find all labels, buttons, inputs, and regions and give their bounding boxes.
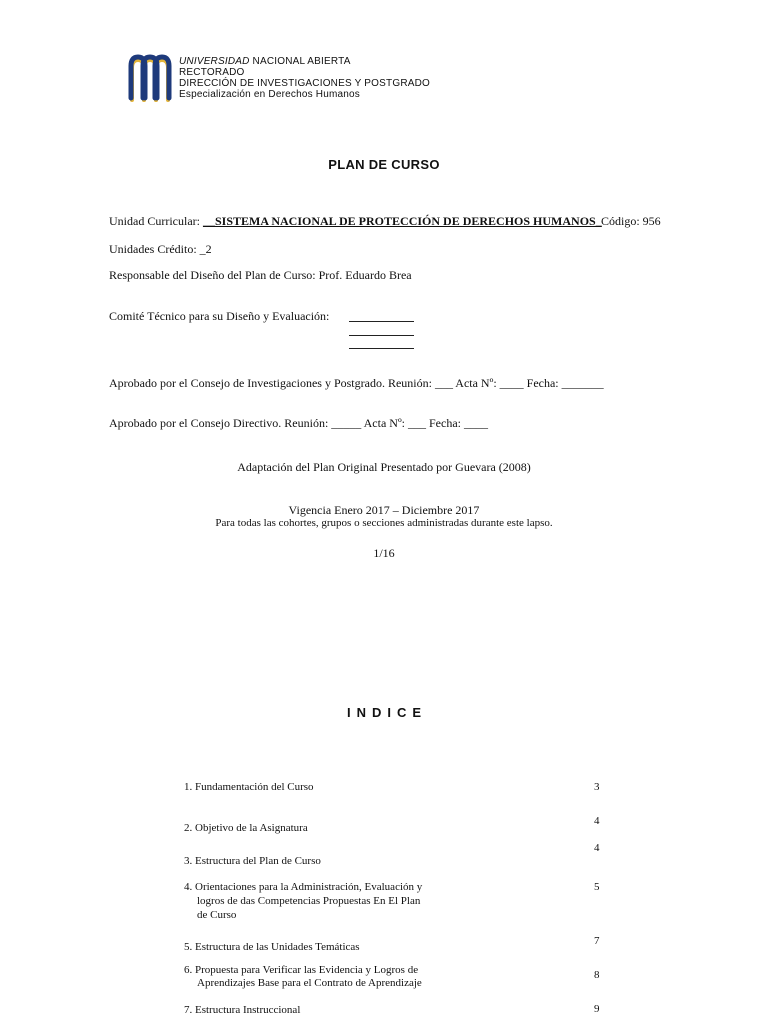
signature-line-3 [349,348,414,349]
aprobado-consejo-investigaciones: Aprobado por el Consejo de Investigaciones y Postgrado. Reunión: ___ Acta Nº: ____ Fecha: _______ [109,376,604,390]
header-direccion: DIRECCIÓN DE INVESTIGACIONES Y POSTGRADO [179,78,431,89]
index-title: INDICE [346,705,428,720]
unidad-curricular-line [109,214,602,229]
aprobado-consejo-directivo: Aprobado por el Consejo Directivo. Reunión: _____ Acta Nº: ___ Fecha: ____ [109,416,488,430]
index-page: 8 [594,969,600,981]
index-page: 9 [594,1003,600,1015]
index-item-continued: de Curso [197,909,237,921]
index-item-continued: logros de das Competencias Propuestas En El Plan [197,895,421,907]
una-logo-icon [128,52,174,106]
index-item: 2. Objetivo de la Asignatura [184,822,308,834]
index-page: 4 [594,842,600,854]
para-todas-text: Para todas las cohortes, grupos o secciones administradas durante este lapso. [215,517,553,529]
index-page: 5 [594,881,600,893]
signature-line-2 [349,335,414,336]
comite-tecnico: Comité Técnico para su Diseño y Evaluación: [109,309,330,323]
header-especializacion: Especialización en Derechos Humanos [179,89,360,100]
unidad-curricular-value: __SISTEMA NACIONAL DE PROTECCIÓN DE DERECHOS HUMANOS_ [202,214,602,228]
signature-line-1 [349,321,414,322]
header-university: UNIVERSIDAD NACIONAL ABIERTA [179,56,351,67]
unidad-curricular-label: Unidad Curricular: [109,214,203,228]
index-page: 4 [594,815,600,827]
vigencia-text: Vigencia Enero 2017 – Diciembre 2017 [288,503,480,517]
header-rectorado: RECTORADO [179,67,245,78]
index-item: 6. Propuesta para Verificar las Evidencia y Logros de [184,964,419,976]
index-page: 3 [594,781,600,793]
index-item: 5. Estructura de las Unidades Temáticas [184,941,360,953]
adaptacion-text: Adaptación del Plan Original Presentado por Guevara (2008) [237,460,531,474]
index-item: 3. Estructura del Plan de Curso [184,855,321,867]
codigo-label: Código: 956 [601,214,661,228]
index-page: 7 [594,935,600,947]
index-item-continued: Aprendizajes Base para el Contrato de Aprendizaje [197,977,422,989]
unidades-credito: Unidades Crédito: _2 [109,242,212,256]
responsable-diseno: Responsable del Diseño del Plan de Curso: Prof. Eduardo Brea [109,268,412,282]
page-title: PLAN DE CURSO [328,157,440,172]
index-item: 7. Estructura Instruccional [184,1004,301,1016]
page-number: 1/16 [373,546,395,560]
index-item: 1. Fundamentación del Curso [184,781,314,793]
index-item: 4. Orientaciones para la Administración, Evaluación y [184,881,423,893]
